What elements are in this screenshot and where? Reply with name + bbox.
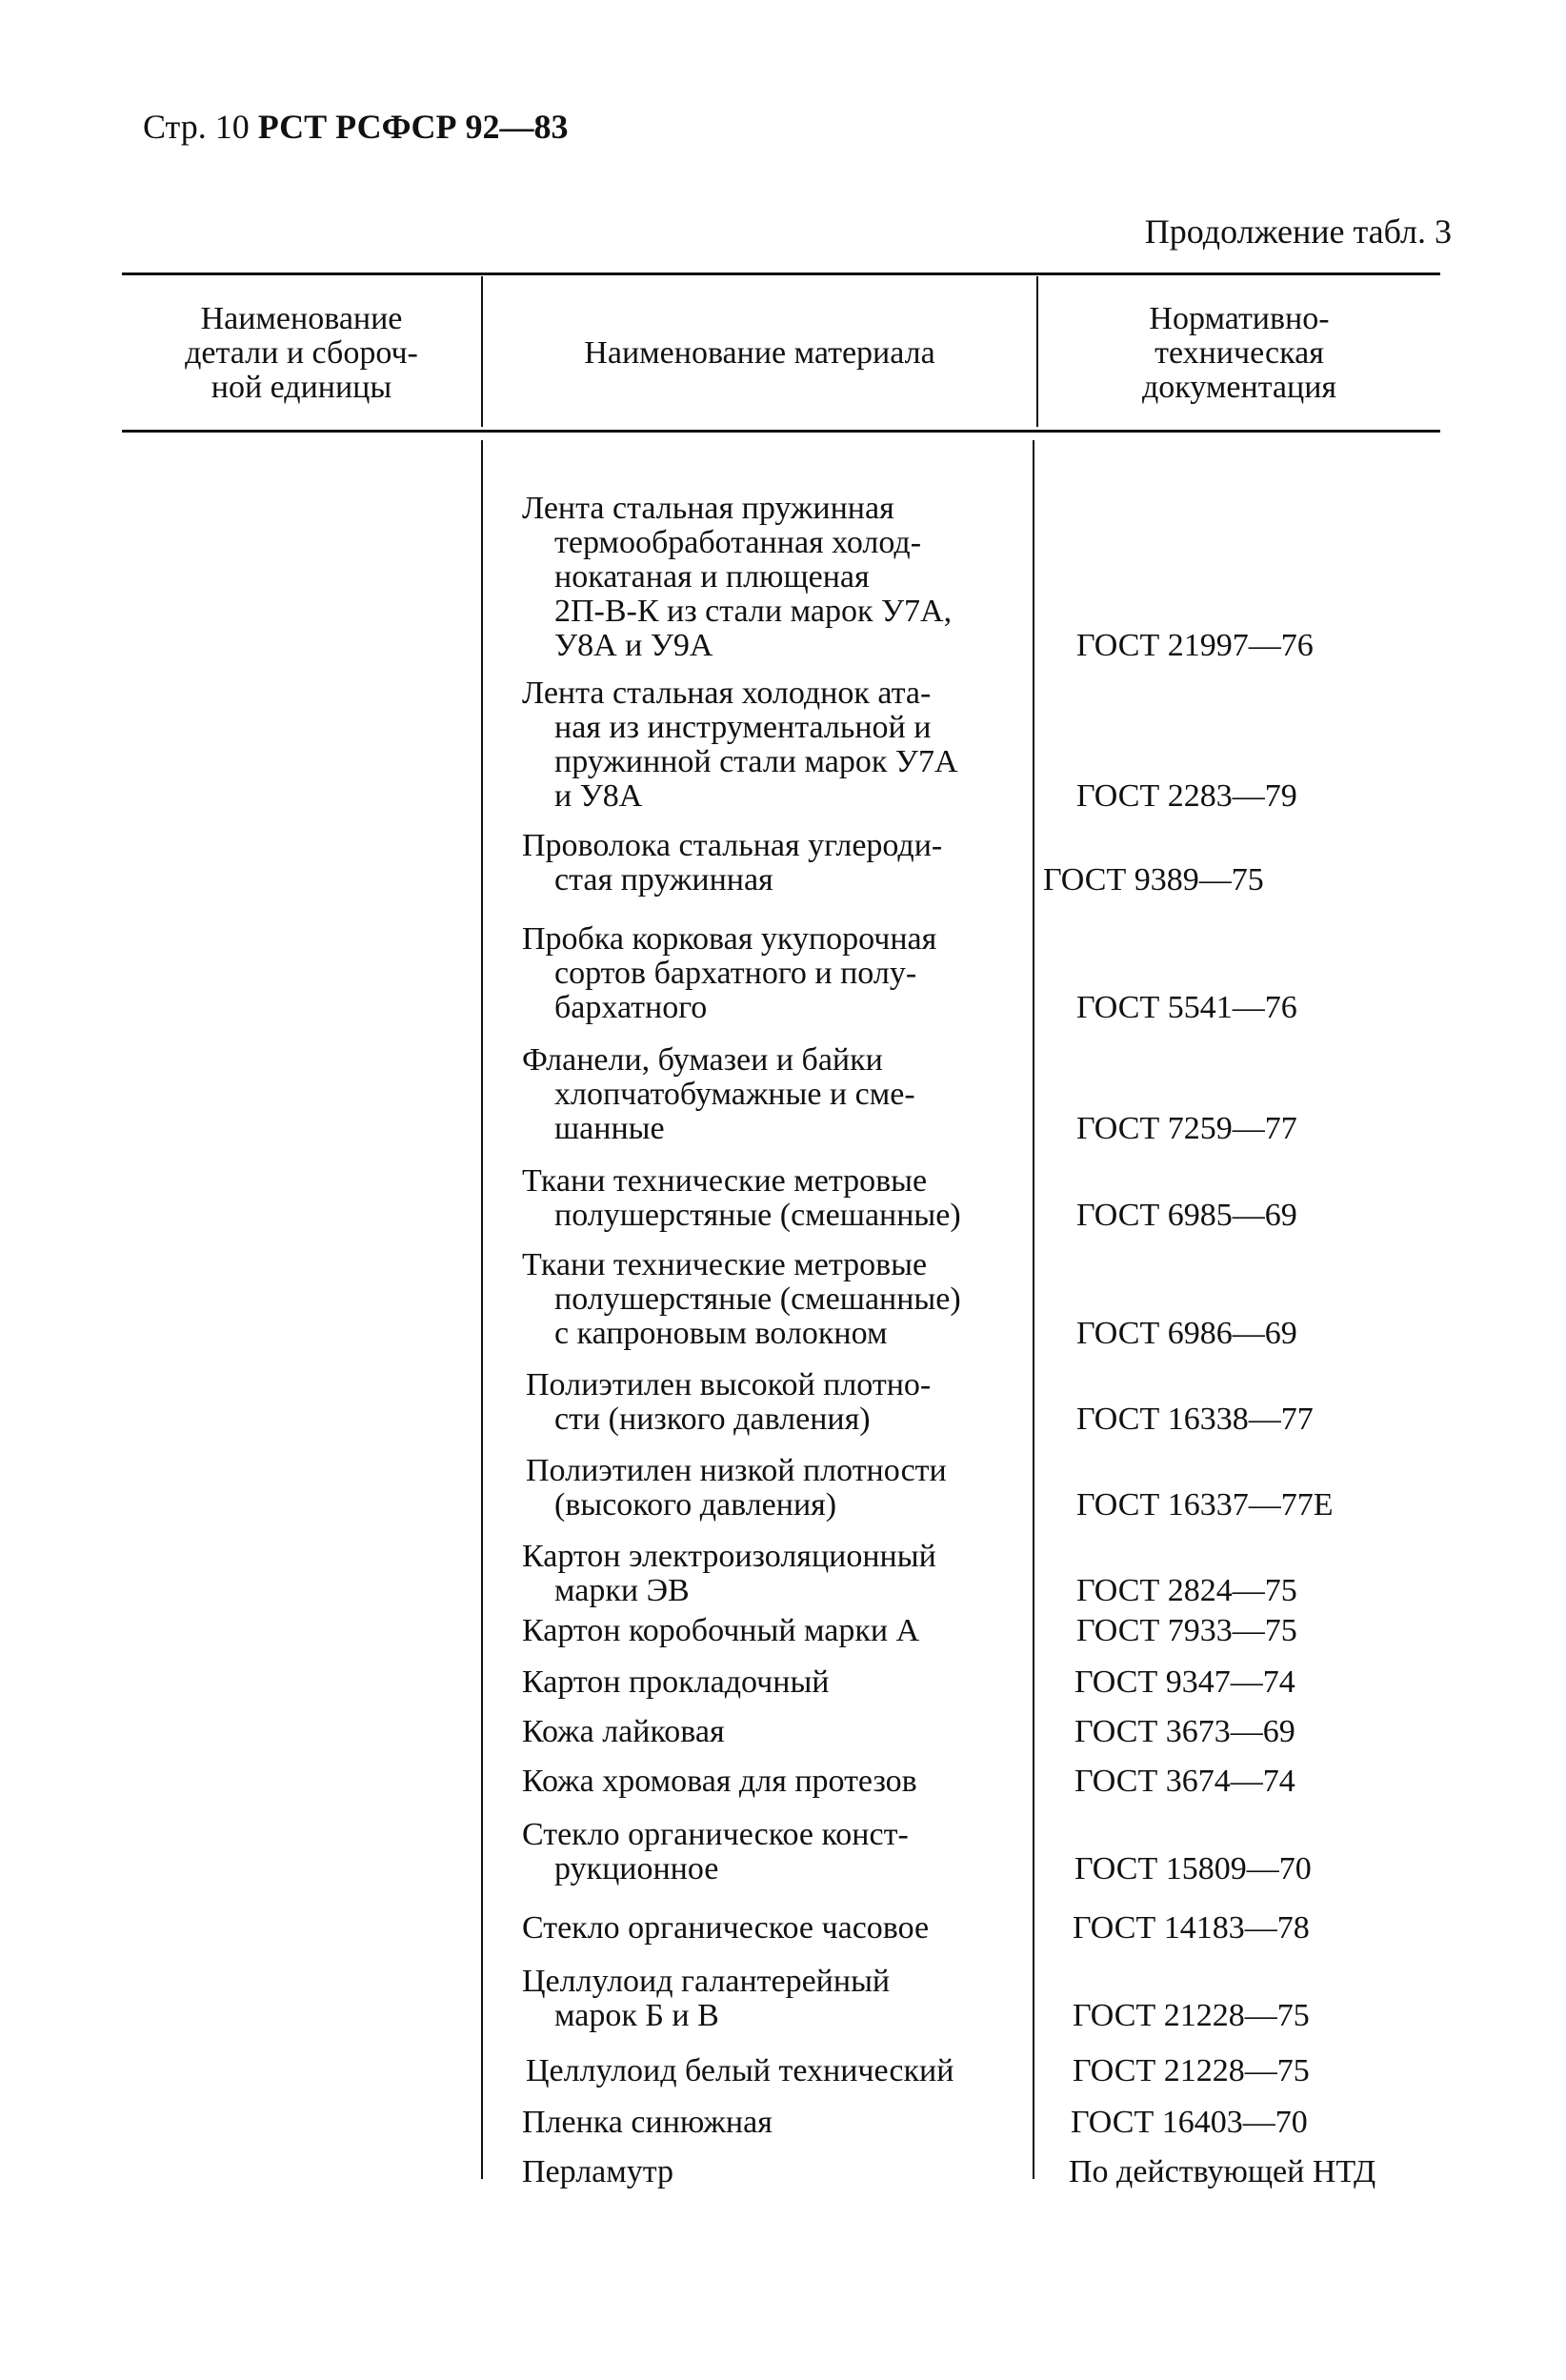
column-header-line: детали и сбороч- — [185, 335, 418, 371]
material-name-line: Полиэтилен высокой плотно- — [526, 1367, 932, 1402]
material-name-cell — [522, 1818, 1027, 1886]
material-name-line: стая пружинная — [554, 862, 773, 898]
ntd-cell: ГОСТ 9347—74 — [1074, 1664, 1295, 1700]
ntd-cell: ГОСТ 9389—75 — [1043, 862, 1264, 898]
material-name-line: Кожа хромовая для протезов — [522, 1764, 917, 1799]
material-name-line: бархатного — [554, 990, 708, 1025]
column-header-line: Наименование материала — [584, 335, 935, 371]
ntd-cell: ГОСТ 16403—70 — [1071, 2105, 1308, 2140]
material-name-cell — [522, 1911, 1027, 1946]
ntd-cell: ГОСТ 3674—74 — [1074, 1764, 1295, 1799]
material-name-cell — [522, 1765, 1027, 1799]
column-header-line: документация — [1141, 370, 1337, 405]
page-header — [143, 107, 569, 147]
column-header-ntd-text — [1142, 302, 1336, 405]
material-name-line: У8А и У9А — [554, 628, 713, 663]
material-name-line: Лента стальная холоднок ата- — [522, 676, 932, 711]
material-name-line: 2П-В-К из стали марок У7А, — [554, 594, 953, 629]
material-name-line: Целлулоид галантерейный — [522, 1964, 891, 1999]
body-divider-right — [1033, 440, 1034, 2179]
ntd-cell: ГОСТ 2824—75 — [1076, 1573, 1297, 1608]
material-name-line: и У8А — [554, 778, 643, 814]
material-name-line: Картон коробочный марки А — [522, 1613, 920, 1648]
material-name-line: Пробка корковая укупорочная — [522, 921, 937, 957]
ntd-cell: ГОСТ 3673—69 — [1074, 1714, 1295, 1749]
ntd-cell: По действующей НТД — [1069, 2154, 1376, 2189]
standard-designation: РСТ РСФСР 92—83 — [257, 108, 569, 146]
material-name-line: Полиэтилен низкой плотности — [526, 1453, 947, 1488]
material-name-line: марки ЭВ — [554, 1573, 690, 1608]
material-name-line: Ткани технические метровые — [522, 1163, 928, 1199]
column-header-part-name-text — [185, 302, 418, 405]
material-name-line: хлопчатобумажные и сме- — [554, 1077, 915, 1112]
material-name-cell — [522, 492, 1027, 663]
ntd-cell: ГОСТ 7933—75 — [1076, 1613, 1297, 1648]
table-top-rule — [122, 272, 1440, 275]
material-name-cell — [522, 1043, 1027, 1146]
material-name-cell — [522, 1614, 1027, 1648]
column-header-material-name — [483, 282, 1036, 425]
ntd-cell: ГОСТ 14183—78 — [1073, 1910, 1310, 1946]
material-name-line: полушерстяные (смешанные) — [554, 1281, 961, 1317]
ntd-cell: ГОСТ 15809—70 — [1074, 1851, 1312, 1886]
material-name-line: Лента стальная пружинная — [522, 491, 894, 526]
table-header-rule — [122, 430, 1440, 433]
ntd-cell: ГОСТ 16337—77Е — [1076, 1487, 1334, 1523]
material-name-line: Стекло органическое часовое — [522, 1910, 930, 1946]
material-name-line: пружинной стали марок У7А — [554, 744, 958, 779]
material-name-line: Картон прокладочный — [522, 1664, 830, 1700]
table-continuation-label: Продолжение табл. 3 — [1144, 212, 1452, 251]
material-name-line: нокатаная и плющеная — [554, 559, 870, 595]
material-name-line: шанные — [554, 1111, 665, 1146]
ntd-cell: ГОСТ 2283—79 — [1076, 778, 1297, 814]
body-divider-left — [481, 440, 483, 2179]
ntd-cell: ГОСТ 21228—75 — [1073, 1998, 1310, 2033]
material-name-line: с капроновым волокном — [554, 1316, 888, 1351]
material-name-line: Целлулоид белый технический — [526, 2053, 954, 2088]
material-name-line: сти (низкого давления) — [554, 1402, 871, 1437]
material-name-line: Перламутр — [522, 2154, 674, 2189]
material-name-line: Проволока стальная углероди- — [522, 828, 943, 863]
ntd-cell: ГОСТ 5541—76 — [1076, 990, 1297, 1025]
material-name-cell — [522, 2106, 1027, 2140]
column-header-line: Наименование — [200, 301, 403, 336]
material-name-line: (высокого давления) — [554, 1487, 837, 1523]
column-header-ntd — [1038, 282, 1440, 425]
column-header-line: Нормативно- — [1149, 301, 1330, 336]
material-name-cell — [522, 1665, 1027, 1700]
material-name-line: Кожа лайковая — [522, 1714, 725, 1749]
material-name-cell — [522, 1965, 1027, 2033]
column-header-material-name-text — [584, 336, 934, 371]
page-number: Стр. 10 — [143, 108, 250, 146]
material-name-line: Стекло органическое конст- — [522, 1817, 909, 1852]
material-name-line: ная из инструментальной и — [554, 710, 932, 745]
ntd-cell: ГОСТ 7259—77 — [1076, 1111, 1297, 1146]
material-name-line: рукционное — [554, 1851, 719, 1886]
material-name-cell — [522, 1715, 1027, 1749]
column-header-line: ной единицы — [211, 370, 392, 405]
material-name-cell — [522, 922, 1027, 1025]
ntd-cell: ГОСТ 21228—75 — [1073, 2053, 1310, 2088]
material-name-cell — [522, 1248, 1027, 1351]
material-name-cell — [522, 829, 1027, 898]
material-name-line: сортов бархатного и полу- — [554, 956, 917, 991]
material-name-cell — [522, 1164, 1027, 1233]
material-name-cell — [522, 676, 1027, 814]
column-header-part-name — [122, 282, 481, 425]
material-name-line: Пленка синюжная — [522, 2105, 773, 2140]
material-name-line: Картон электроизоляционный — [522, 1539, 936, 1574]
material-name-cell — [522, 1368, 1027, 1437]
ntd-cell: ГОСТ 21997—76 — [1076, 628, 1314, 663]
material-name-cell — [522, 2054, 1027, 2088]
material-name-line: марок Б и В — [554, 1998, 719, 2033]
ntd-cell: ГОСТ 6985—69 — [1076, 1198, 1297, 1233]
material-name-line: Ткани технические метровые — [522, 1247, 928, 1282]
material-name-line: Фланели, бумазеи и байки — [522, 1042, 883, 1078]
column-header-line: техническая — [1154, 335, 1324, 371]
material-name-line: полушерстяные (смешанные) — [554, 1198, 961, 1233]
material-name-cell — [522, 2155, 1027, 2189]
material-name-line: термообработанная холод- — [554, 525, 922, 560]
material-name-cell — [522, 1454, 1027, 1523]
ntd-cell: ГОСТ 16338—77 — [1076, 1402, 1314, 1437]
material-name-cell — [522, 1540, 1027, 1608]
ntd-cell: ГОСТ 6986—69 — [1076, 1316, 1297, 1351]
